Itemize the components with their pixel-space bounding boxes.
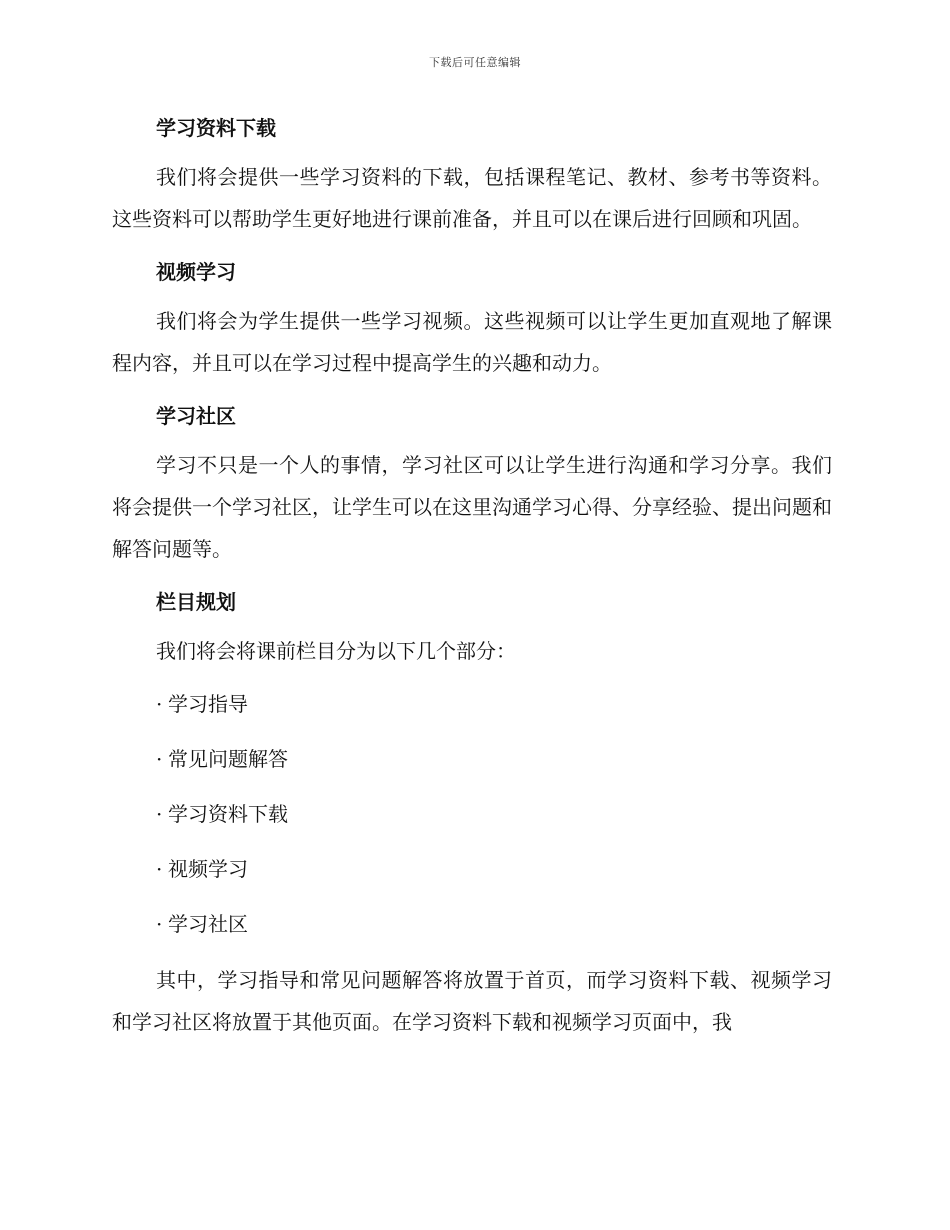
section-body-video: 我们将会为学生提供一些学习视频。这些视频可以让学生更加直观地了解课程内容，并且可以在学习过程中提高学生的兴趣和动力。 [112, 309, 832, 375]
plan-list [112, 684, 832, 959]
section-intro-plan: 我们将会将课前栏目分为以下几个部分： [156, 639, 516, 663]
list-item-label: 视频学习 [168, 857, 248, 881]
bullet-icon: · [156, 857, 163, 881]
list-item [112, 849, 832, 904]
list-item [112, 684, 832, 739]
list-item-label: 学习资料下载 [168, 802, 288, 826]
document-body [112, 108, 832, 1043]
section-body-community: 学习不只是一个人的事情，学习社区可以让学生进行沟通和学习分享。我们将会提供一个学习社区，让学生可以在这里沟通学习心得、分享经验、提出问题和解答问题等。 [112, 453, 832, 561]
bullet-icon: · [156, 692, 163, 716]
section-closing-plan: 其中，学习指导和常见问题解答将放置于首页，而学习资料下载、视频学习和学习社区将放置于其他页面。在学习资料下载和视频学习页面中，我 [112, 968, 832, 1034]
bullet-icon: · [156, 802, 163, 826]
section-heading-community: 学习社区 [156, 404, 236, 428]
section-heading-materials: 学习资料下载 [156, 116, 276, 140]
list-item-label: 学习指导 [168, 692, 248, 716]
section-heading-plan: 栏目规划 [156, 590, 236, 614]
bullet-icon: · [156, 912, 163, 936]
page-header: 下载后可任意编辑 [429, 56, 521, 69]
list-item [112, 904, 832, 959]
list-item [112, 794, 832, 849]
bullet-icon: · [156, 747, 163, 771]
list-item-label: 学习社区 [168, 912, 248, 936]
section-body-materials: 我们将会提供一些学习资料的下载，包括课程笔记、教材、参考书等资料。这些资料可以帮助学生更好地进行课前准备，并且可以在课后进行回顾和巩固。 [112, 165, 832, 231]
list-item-label: 常见问题解答 [168, 747, 288, 771]
list-item [112, 739, 832, 794]
section-heading-video: 视频学习 [156, 260, 236, 284]
